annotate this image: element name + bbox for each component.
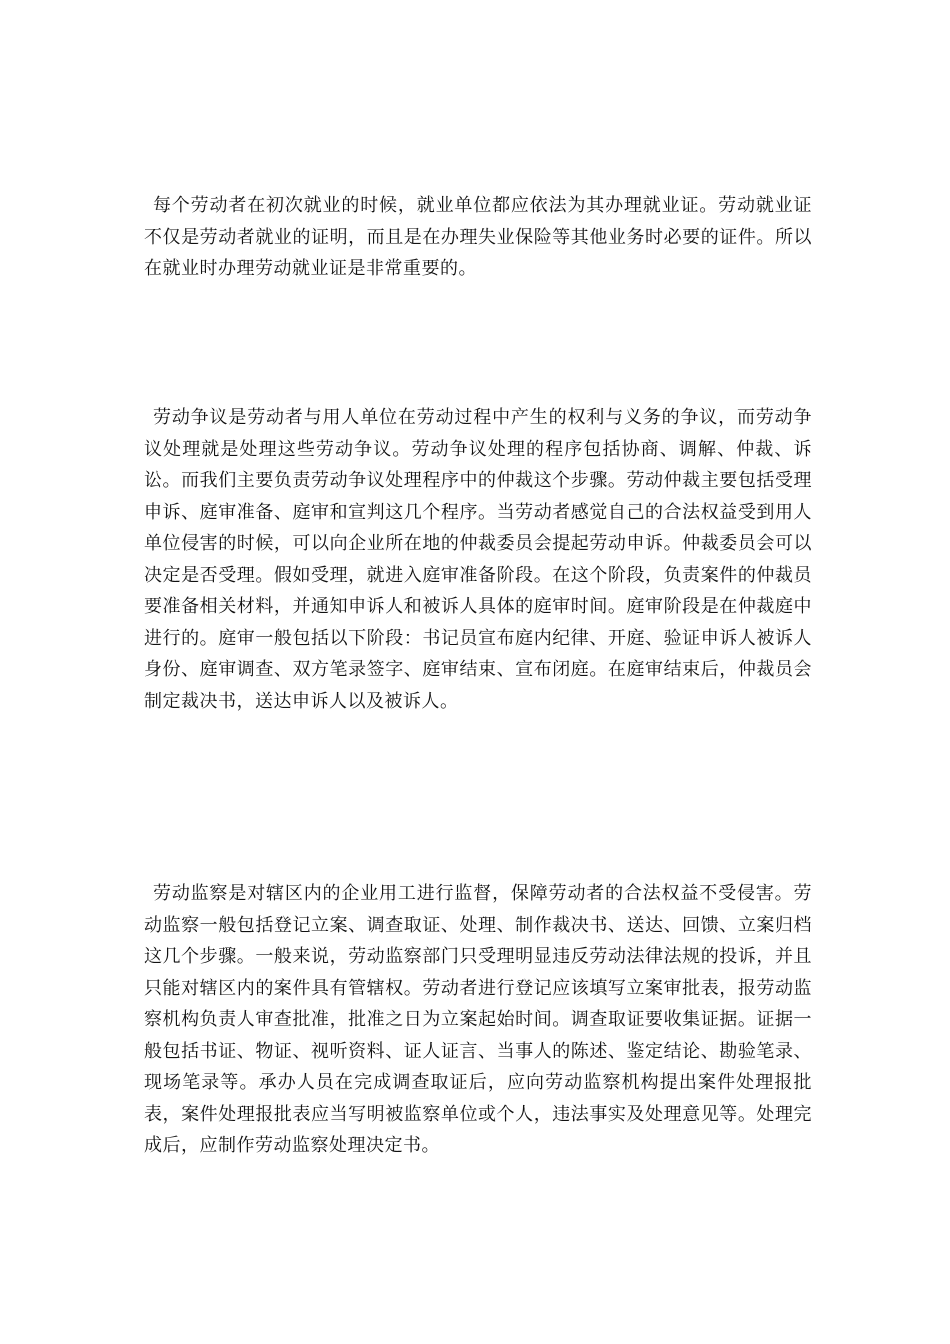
paragraph-labor-dispute: 劳动争议是劳动者与用人单位在劳动过程中产生的权利与义务的争议，而劳动争议处理就是处理这些劳动争议。劳动争议处理的程序包括协商、调解、仲裁、诉讼。而我们主要负责劳动争议处理程序中的仲裁这个步骤。劳动仲裁主要包括受理申诉、庭审准备、庭审和宣判这几个程序。当劳动者感觉自己的合法权益受到用人单位侵害的时候，可以向企业所在地的仲裁委员会提起劳动申诉。仲裁委员会可以决定是否受理。假如受理，就进入庭审准备阶段。在这个阶段，负责案件的仲裁员要准备相关材料，并通知申诉人和被诉人具体的庭审时间。庭审阶段是在仲裁庭中进行的。庭审一般包括以下阶段：书记员宣布庭内纪律、开庭、验证申诉人被诉人身份、庭审调查、双方笔录签字、庭审结束、宣布闭庭。在庭审结束后，仲裁员会制定裁决书，送达申诉人以及被诉人。 (144, 407, 812, 712)
paragraph-employment-certificate: 每个劳动者在初次就业的时候，就业单位都应依法为其办理就业证。劳动就业证不仅是劳动者就业的证明，而且是在办理失业保险等其他业务时必要的证件。所以在就业时办理劳动就业证是非常重要的。 (144, 195, 812, 279)
paragraph-labor-inspection: 劳动监察是对辖区内的企业用工进行监督，保障劳动者的合法权益不受侵害。劳动监察一般包括登记立案、调查取证、处理、制作裁决书、送达、回馈、立案归档这几个步骤。一般来说，劳动监察部门只受理明显违反劳动法律法规的投诉，并且只能对辖区内的案件具有管辖权。劳动者进行登记应该填写立案审批表，报劳动监察机构负责人审查批准，批准之日为立案起始时间。调查取证要收集证据。证据一般包括书证、物证、视听资料、证人证言、当事人的陈述、鉴定结论、勘验笔录、现场笔录等。承办人员在完成调查取证后，应向劳动监察机构提出案件处理报批表，案件处理报批表应当写明被监察单位或个人，违法事实及处理意见等。处理完成后，应制作劳动监察处理决定书。 (144, 883, 812, 1156)
